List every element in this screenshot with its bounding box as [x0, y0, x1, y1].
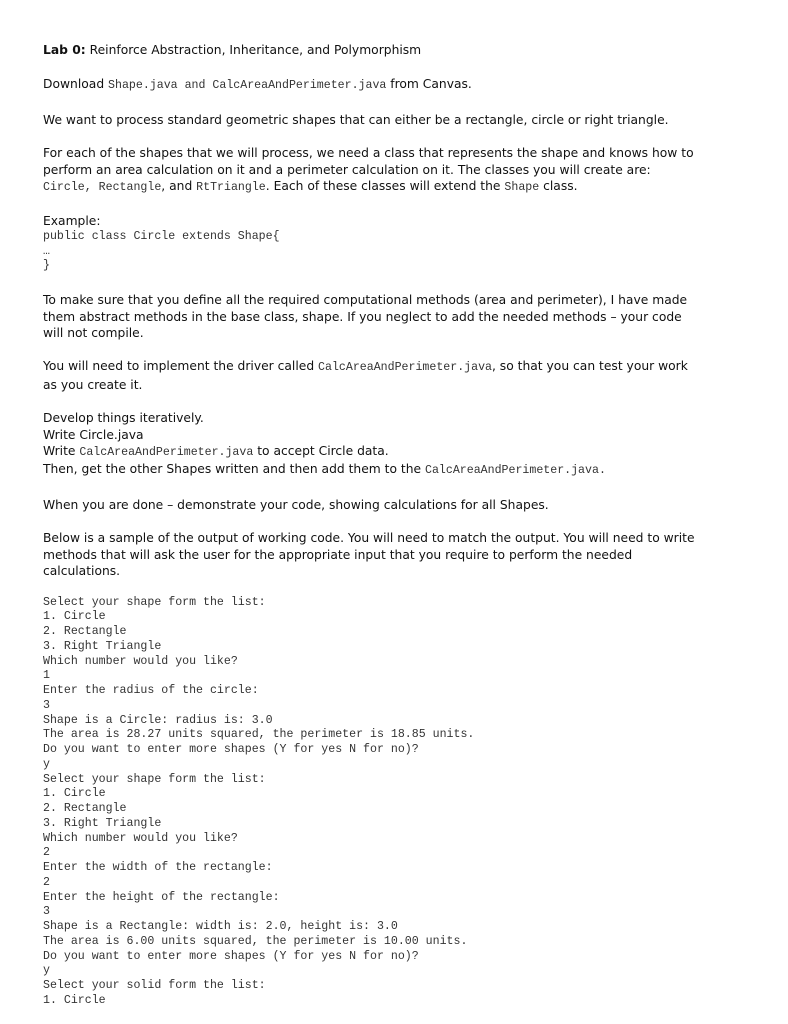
- output-line: 1. Circle: [43, 610, 106, 624]
- output-line: y: [43, 757, 50, 771]
- class-mid-text: . Each of these classes will extend the: [265, 179, 505, 194]
- output-line: 3. Right Triangle: [43, 639, 162, 653]
- develop-line-4: [43, 461, 748, 479]
- output-line: 1: [43, 669, 50, 683]
- done-paragraph: When you are done – demonstrate your code, showing calculations for all Shapes.: [43, 497, 549, 512]
- output-line: Which number would you like?: [43, 654, 238, 668]
- output-line: 2. Rectangle: [43, 625, 127, 639]
- goal-paragraph: We want to process standard geometric shapes that can either be a rectangle, circle or right triangle.: [43, 112, 669, 127]
- develop-line-3-prefix: Write: [43, 444, 80, 459]
- download-instructions: [43, 76, 748, 94]
- output-line: Select your shape form the list:: [43, 595, 266, 609]
- output-line: 2: [43, 846, 50, 860]
- output-line: The area is 6.00 units squared, the perimeter is 10.00 units.: [43, 934, 468, 948]
- output-line: 3: [43, 698, 50, 712]
- class-sep-2: , and: [161, 179, 197, 194]
- class-rttriangle: RtTriangle: [196, 181, 266, 195]
- output-line: The area is 28.27 units squared, the perimeter is 18.85 units.: [43, 728, 475, 742]
- class-end-text: class.: [539, 179, 578, 194]
- output-line: Do you want to enter more shapes (Y for yes N for no)?: [43, 743, 419, 757]
- example-code: [43, 230, 748, 274]
- code-line: }: [43, 259, 50, 273]
- download-and: and: [177, 79, 213, 93]
- lab-number: Lab 0:: [43, 43, 86, 57]
- develop-line-4-suffix: .: [598, 464, 606, 478]
- sample-intro-paragraph: [43, 530, 748, 579]
- sample-intro-line-2: methods that will ask the user for the appropriate input that you require to perform the needed: [43, 547, 633, 562]
- driver-prefix: You will need to implement the driver called: [43, 359, 319, 374]
- driver-filename: CalcAreaAndPerimeter.java: [318, 361, 492, 375]
- develop-line-4-prefix: Then, get the other Shapes written and then add them to the: [43, 462, 425, 477]
- output-line: Which number would you like?: [43, 831, 238, 845]
- output-line: y: [43, 964, 50, 978]
- output-line: 3. Right Triangle: [43, 816, 162, 830]
- classes-line-1: For each of the shapes that we will process, we need a class that represents the shape and knows how to: [43, 146, 694, 161]
- lab-title: [43, 42, 748, 58]
- lab-title-text: Reinforce Abstraction, Inheritance, and Polymorphism: [85, 43, 422, 57]
- output-line: 1. Circle: [43, 787, 106, 801]
- class-rectangle: Rectangle: [98, 181, 162, 195]
- classes-line-3: [43, 178, 748, 196]
- classes-line-2: perform an area calculation on it and a perimeter calculation on it. The classes you will create are:: [43, 162, 651, 177]
- output-line: Enter the width of the rectangle:: [43, 861, 273, 875]
- abstract-paragraph: [43, 292, 748, 341]
- sample-output: [43, 596, 748, 1009]
- develop-line-4-filename: CalcAreaAndPerimeter.java: [425, 464, 599, 478]
- driver-line-2: as you create it.: [43, 377, 143, 392]
- classes-paragraph: [43, 145, 748, 196]
- output-line: Select your solid form the list:: [43, 979, 266, 993]
- develop-paragraph: [43, 410, 748, 480]
- output-line: 3: [43, 905, 50, 919]
- output-line: 2. Rectangle: [43, 802, 127, 816]
- class-sep-1: ,: [84, 181, 99, 195]
- output-line: Enter the radius of the circle:: [43, 684, 259, 698]
- develop-line-3-suffix: to accept Circle data.: [253, 444, 389, 459]
- sample-intro-line-3: calculations.: [43, 564, 121, 579]
- abstract-line-1: To make sure that you define all the required computational methods (area and perimeter), I have made: [43, 293, 688, 308]
- develop-line-3: [43, 443, 748, 461]
- develop-line-1: Develop things iteratively.: [43, 411, 204, 426]
- output-line: Shape is a Circle: radius is: 3.0: [43, 713, 273, 727]
- code-line: public class Circle extends Shape{: [43, 229, 280, 243]
- develop-line-3-filename: CalcAreaAndPerimeter.java: [79, 446, 254, 460]
- class-circle: Circle: [43, 181, 85, 195]
- sample-intro-line-1: Below is a sample of the output of working code. You will need to match the output. You will need to write: [43, 531, 695, 546]
- output-line: Do you want to enter more shapes (Y for yes N for no)?: [43, 949, 419, 963]
- driver-suffix: , so that you can test your work: [491, 359, 688, 374]
- download-prefix: Download: [43, 77, 109, 92]
- output-line: Enter the height of the rectangle:: [43, 890, 280, 904]
- code-line: …: [43, 244, 50, 258]
- download-suffix: from Canvas.: [386, 77, 472, 92]
- example-label: Example:: [43, 214, 101, 229]
- develop-line-2: Write Circle.java: [43, 427, 144, 442]
- output-line: 1. Circle: [43, 993, 106, 1007]
- driver-paragraph: [43, 358, 748, 393]
- abstract-line-3: will not compile.: [43, 326, 144, 341]
- abstract-line-2: them abstract methods in the base class, shape. If you neglect to add the needed methods – your code: [43, 309, 682, 324]
- shape-java-filename: Shape.java: [108, 79, 178, 93]
- driver-line-1: [43, 358, 748, 376]
- class-shape: Shape: [504, 181, 540, 195]
- output-line: Select your shape form the list:: [43, 772, 266, 786]
- calc-java-filename: CalcAreaAndPerimeter.java: [212, 79, 387, 93]
- output-line: 2: [43, 875, 50, 889]
- output-line: Shape is a Rectangle: width is: 2.0, height is: 3.0: [43, 920, 398, 934]
